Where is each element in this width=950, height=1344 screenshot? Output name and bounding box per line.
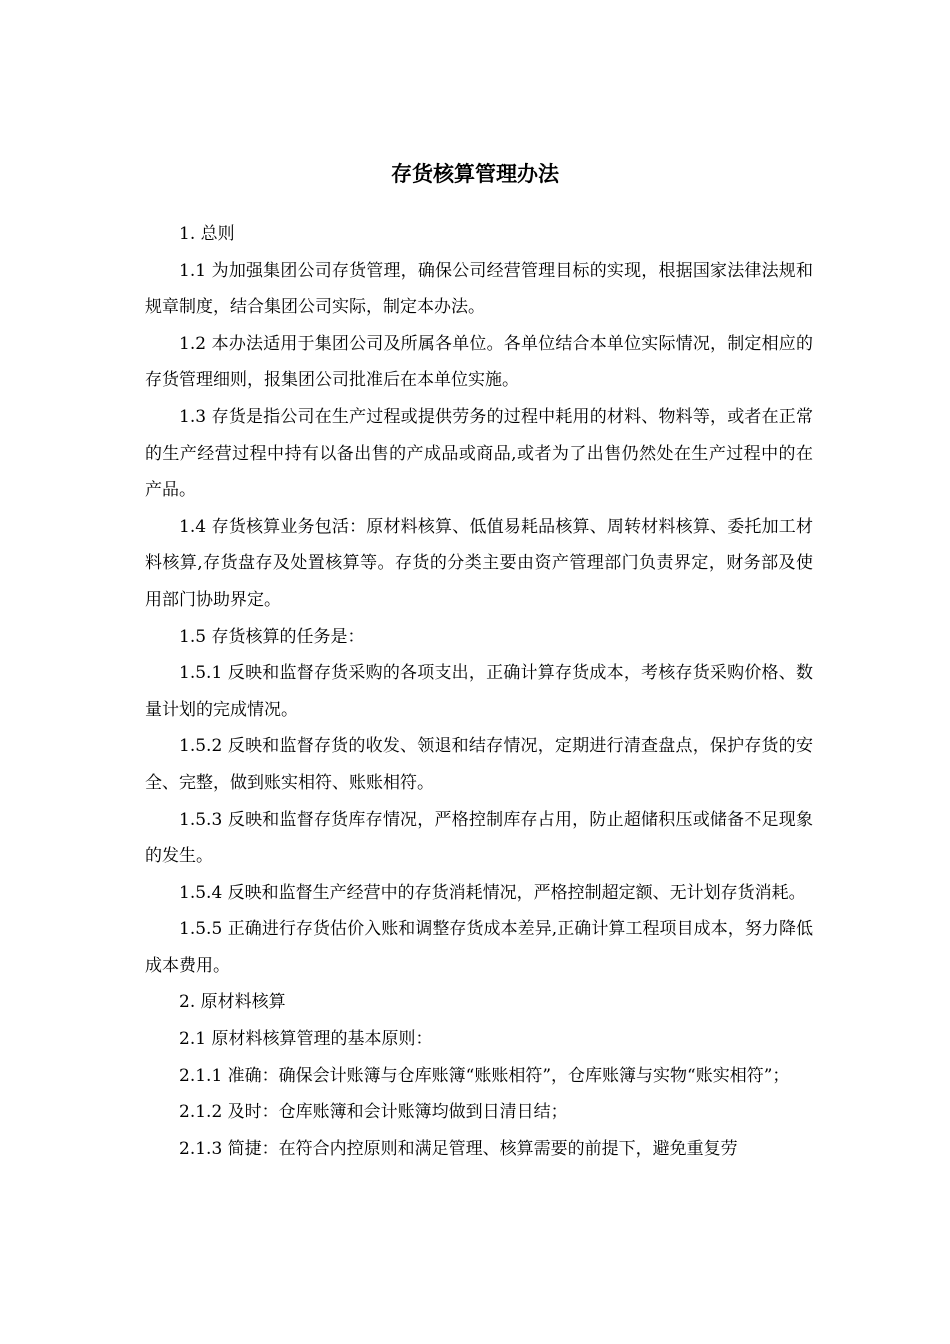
paragraph-1-5-2: 1.5.2 反映和监督存货的收发、领退和结存情况，定期进行清查盘点，保护存货的安全、完整，做到账实相符、账账相符。: [145, 736, 813, 793]
paragraph-2-1-2: 2.1.2 及时：仓库账簿和会计账簿均做到日清日结；: [179, 1102, 568, 1123]
paragraph-1-5-1: 1.5.1 反映和监督存货采购的各项支出，正确计算存货成本，考核存货采购价格、数量计划的完成情况。: [145, 663, 813, 720]
paragraph-1-5: 1.5 存货核算的任务是：: [179, 626, 365, 647]
paragraph-2-1-3: 2.1.3 简捷：在符合内控原则和满足管理、核算需要的前提下，避免重复劳: [179, 1138, 738, 1159]
paragraph-1-5-5: 1.5.5 正确进行存货估价入账和调整存货成本差异,正确计算工程项目成本，努力降低成本费用。: [145, 919, 813, 976]
paragraph-2-1-1: 2.1.1 准确：确保会计账簿与仓库账簿“账账相符”，仓库账簿与实物“账实相符”；: [179, 1065, 790, 1086]
paragraph-1-1: 1.1 为加强集团公司存货管理，确保公司经营管理目标的实现，根据国家法律法规和规章制度，结合集团公司实际，制定本办法。: [145, 260, 813, 318]
paragraph-1-3: 1.3 存货是指公司在生产过程或提供劳务的过程中耗用的材料、物料等，或者在正常的生产经营过程中持有以备出售的产成品或商品,或者为了出售仍然处在生产过程中的在产品。: [145, 406, 813, 501]
document-body: [145, 216, 813, 1167]
section-heading-general: 1. 总则: [179, 224, 235, 244]
paragraph-1-2: 1.2 本办法适用于集团公司及所属各单位。各单位结合本单位实际情况，制定相应的存货管理细则，报集团公司批准后在本单位实施。: [145, 333, 813, 391]
document-title: 存货核算管理办法: [391, 162, 559, 186]
paragraph-1-4: 1.4 存货核算业务包活：原材料核算、低值易耗品核算、周转材料核算、委托加工材料核算,存货盘存及处置核算等。存货的分类主要由资产管理部门负责界定，财务部及使用部门协助界定。: [145, 516, 813, 610]
section-heading-raw-materials: 2. 原材料核算: [179, 992, 286, 1013]
paragraph-2-1: 2.1 原材料核算管理的基本原则：: [179, 1029, 433, 1050]
paragraph-1-5-3: 1.5.3 反映和监督存货库存情况，严格控制库存占用，防止超储积压或储备不足现象的发生。: [145, 809, 813, 867]
paragraph-1-5-4: 1.5.4 反映和监督生产经营中的存货消耗情况，严格控制超定额、无计划存货消耗。: [179, 882, 806, 903]
